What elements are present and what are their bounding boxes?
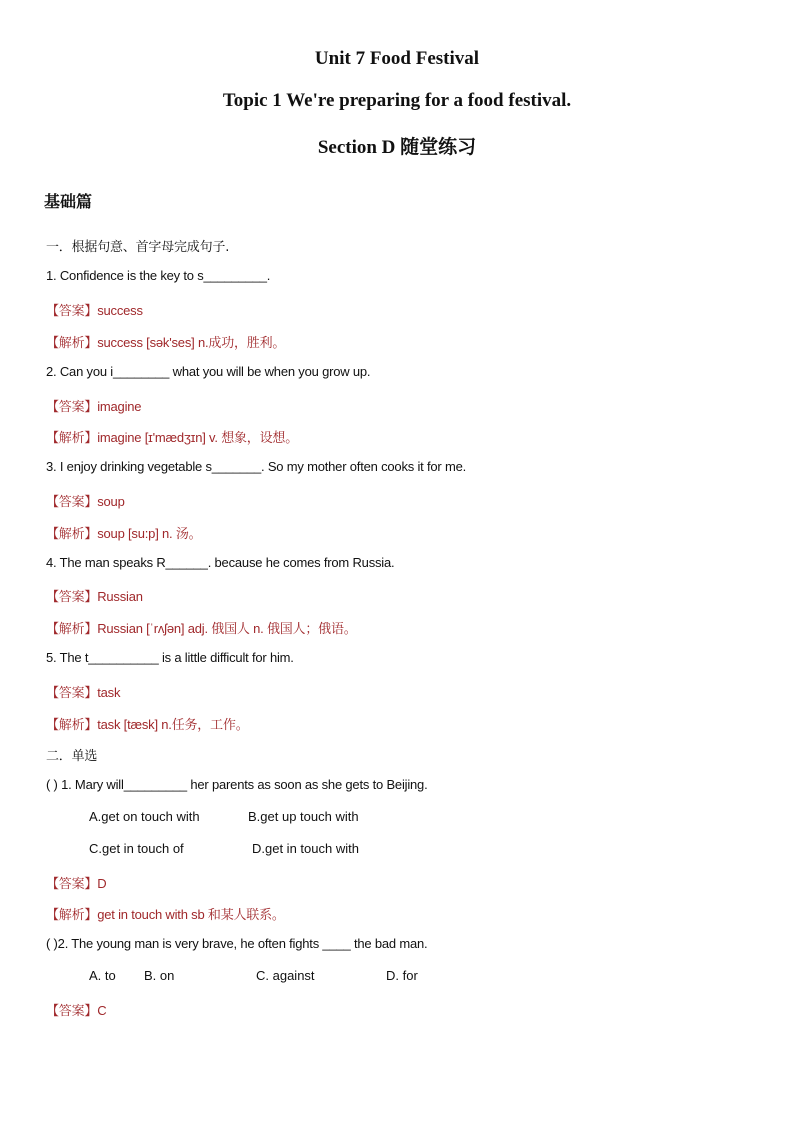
answer-tag: 【答案】 [46, 304, 98, 319]
explanation-5 [46, 714, 249, 733]
explanation-text: success [sək'ses] n.成功，胜利。 [97, 335, 286, 350]
mc1-option-c: C.get in touch of [89, 841, 184, 856]
question-1: 1. Confidence is the key to s_________. [46, 268, 271, 283]
doc-topic: Topic 1 We're preparing for a food festival. [222, 90, 572, 111]
section2-heading: 二．单选 [46, 749, 98, 764]
answer-text: imagine [97, 399, 142, 414]
answer-text: Russian [97, 589, 143, 604]
question-2: 2. Can you i________ what you will be when you grow up. [46, 364, 371, 379]
mc2-answer [46, 1000, 106, 1019]
mc1-answer [46, 873, 106, 892]
mc1-option-a: A.get on touch with [89, 809, 200, 824]
explanation-tag: 【解析】 [46, 718, 98, 733]
answer-tag: 【答案】 [46, 400, 98, 415]
explanation-tag: 【解析】 [46, 431, 98, 446]
answer-tag: 【答案】 [46, 590, 98, 605]
answer-tag: 【答案】 [46, 1004, 98, 1019]
explanation-text: task [tæsk] n.任务，工作。 [97, 717, 249, 732]
mc1-option-b: B.get up touch with [248, 809, 359, 824]
mc2-option-c: C. against [256, 968, 315, 983]
answer-3 [46, 491, 125, 510]
answer-text: success [97, 303, 143, 318]
answer-text: D [97, 876, 107, 891]
mc-question-1: ( ) 1. Mary will_________ her parents as soon as she gets to Beijing. [46, 777, 428, 792]
explanation-3 [46, 523, 201, 542]
explanation-text: imagine [ɪ'mædʒɪn] v. 想象，设想。 [97, 430, 299, 445]
question-4: 4. The man speaks R______. because he comes from Russia. [46, 555, 395, 570]
answer-tag: 【答案】 [46, 495, 98, 510]
explanation-text: soup [su:p] n. 汤。 [97, 526, 202, 541]
mc2-option-b: B. on [144, 968, 175, 983]
doc-title: Unit 7 Food Festival [314, 48, 480, 69]
answer-text: task [97, 685, 121, 700]
question-5: 5. The t__________ is a little difficult for him. [46, 650, 294, 665]
answer-tag: 【答案】 [46, 877, 98, 892]
mc2-option-a: A. to [89, 968, 116, 983]
doc-section: Section D 随堂练习 [317, 137, 477, 158]
explanation-tag: 【解析】 [46, 622, 98, 637]
mc2-option-d: D. for [386, 968, 418, 983]
mc1-explanation [46, 904, 285, 923]
answer-text: soup [97, 494, 125, 509]
mc-question-2: ( )2. The young man is very brave, he often fights ____ the bad man. [46, 936, 428, 951]
answer-2 [46, 396, 141, 415]
answer-5 [46, 682, 120, 701]
explanation-4 [46, 618, 357, 637]
explanation-tag: 【解析】 [46, 908, 98, 923]
explanation-tag: 【解析】 [46, 336, 98, 351]
mc1-option-d: D.get in touch with [252, 841, 359, 856]
question-3: 3. I enjoy drinking vegetable s_______. So my mother often cooks it for me. [46, 459, 467, 474]
explanation-2 [46, 427, 298, 446]
answer-tag: 【答案】 [46, 686, 98, 701]
section1-heading: 一．根据句意、首字母完成句子. [46, 240, 230, 255]
explanation-tag: 【解析】 [46, 527, 98, 542]
explanation-1 [46, 332, 285, 351]
part-heading: 基础篇 [44, 192, 93, 211]
answer-4 [46, 586, 143, 605]
answer-1 [46, 300, 143, 319]
explanation-text: Russian [ˈrʌʃən] adj. 俄国人 n. 俄国人；俄语。 [97, 621, 357, 636]
explanation-text: get in touch with sb 和某人联系。 [97, 907, 285, 922]
answer-text: C [97, 1003, 107, 1018]
